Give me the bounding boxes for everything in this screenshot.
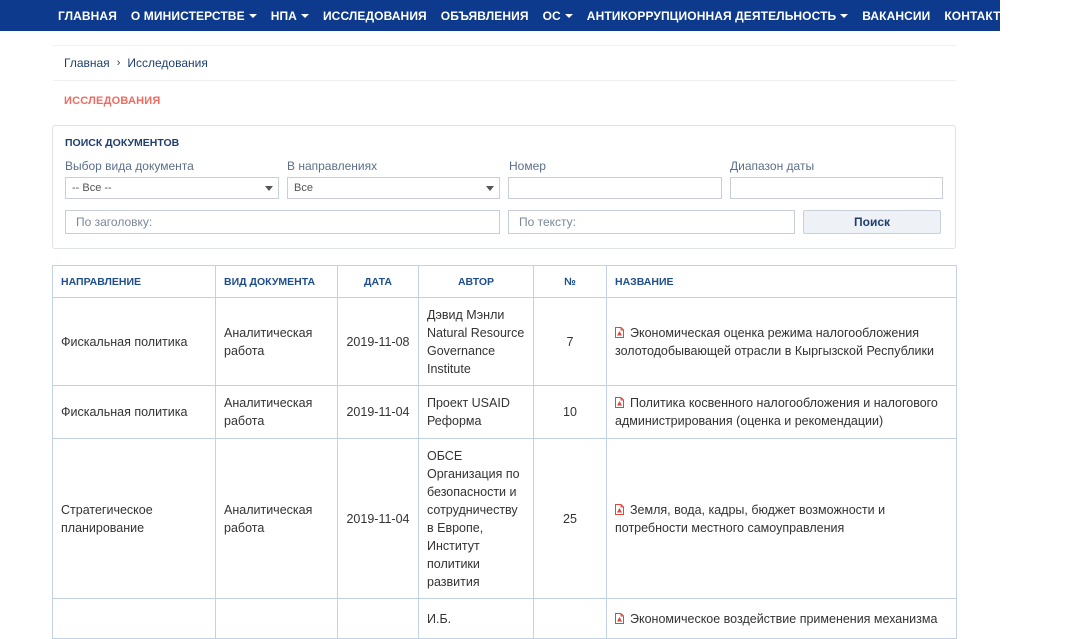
cell-author bbox=[419, 386, 534, 439]
cell-direction-text: Фискальная политика bbox=[61, 334, 188, 349]
direction-label: В направлениях bbox=[287, 159, 378, 173]
chevron-down-icon bbox=[486, 186, 494, 191]
header-title: НАЗВАНИЕ bbox=[607, 266, 957, 298]
nav-item-label: ВАКАНСИИ bbox=[862, 8, 931, 23]
title-search-input[interactable]: По заголовку: bbox=[65, 210, 500, 234]
direction-select[interactable] bbox=[287, 177, 500, 199]
date-range-input[interactable] bbox=[730, 177, 943, 199]
cell-number-text: 25 bbox=[563, 511, 577, 526]
doc-type-select-value: -- Все -- bbox=[72, 182, 112, 194]
cell-number bbox=[534, 298, 607, 386]
nav-menu bbox=[0, 9, 1065, 23]
document-title: Экономическое воздействие применения механизма bbox=[630, 611, 938, 626]
cell-date bbox=[338, 439, 419, 599]
number-input[interactable] bbox=[508, 177, 722, 199]
cell-doc-type bbox=[216, 298, 338, 386]
cell-doc-type bbox=[216, 386, 338, 439]
direction-select-value: Все bbox=[294, 182, 313, 194]
cell-date bbox=[338, 298, 419, 386]
cell-title bbox=[607, 298, 957, 386]
nav-item-label: АНТИКОРРУПЦИОННАЯ ДЕЯТЕЛЬНОСТЬ bbox=[586, 8, 837, 23]
nav-item[interactable] bbox=[131, 9, 257, 23]
cell-title bbox=[607, 386, 957, 439]
table-row bbox=[53, 599, 957, 639]
nav-item-label: ЦУР bbox=[1026, 8, 1051, 23]
document-title: Земля, вода, кадры, бюджет возможности и потребности местного самоуправления bbox=[615, 502, 886, 535]
document-link[interactable] bbox=[615, 503, 885, 535]
nav-item[interactable] bbox=[271, 9, 309, 23]
cell-number bbox=[534, 439, 607, 599]
nav-item-label: ГЛАВНАЯ bbox=[58, 8, 117, 23]
cell-direction bbox=[53, 386, 216, 439]
cell-direction-text: Фискальная политика bbox=[61, 405, 188, 419]
document-title: Экономическая оценка режима налогообложения золотодобывающей отрасли в Кыргызской Республики bbox=[615, 325, 934, 358]
table-row bbox=[53, 386, 957, 439]
caret-down-icon bbox=[565, 14, 573, 18]
caret-down-icon bbox=[301, 14, 309, 18]
search-button[interactable]: Поиск bbox=[803, 210, 941, 234]
header-date: ДАТА bbox=[338, 266, 419, 298]
table-header-row bbox=[53, 266, 957, 298]
header-doc-type: ВИД ДОКУМЕНТА bbox=[216, 266, 338, 298]
nav-item[interactable] bbox=[441, 9, 529, 23]
pdf-file-icon bbox=[615, 395, 624, 406]
cell-author bbox=[419, 439, 534, 599]
cell-title bbox=[607, 599, 957, 639]
caret-down-icon bbox=[840, 14, 848, 18]
cell-author-text: И.Б. bbox=[427, 611, 452, 626]
cell-direction bbox=[53, 439, 216, 599]
doc-type-label: Выбор вида документа bbox=[65, 159, 194, 173]
header-number: № bbox=[534, 266, 607, 298]
search-panel-title: ПОИСК ДОКУМЕНТОВ bbox=[65, 137, 180, 149]
cell-date bbox=[338, 386, 419, 439]
breadcrumb-separator: › bbox=[116, 57, 121, 69]
document-link[interactable] bbox=[615, 326, 934, 358]
breadcrumb-home-link[interactable]: Главная bbox=[64, 56, 110, 70]
cell-doc-type bbox=[216, 599, 338, 639]
cell-number-text: 10 bbox=[563, 405, 577, 419]
header-author: АВТОР bbox=[419, 266, 534, 298]
number-label: Номер bbox=[509, 159, 546, 173]
caret-down-icon bbox=[249, 14, 257, 18]
table-row bbox=[53, 298, 957, 386]
cell-author-text: ОБСЕ Организация по безопасности и сотрудничеству в Европе, Институт политики развития bbox=[427, 448, 520, 589]
pdf-file-icon bbox=[615, 325, 624, 336]
header-direction: НАПРАВЛЕНИЕ bbox=[53, 266, 216, 298]
cell-doc-type bbox=[216, 439, 338, 599]
cell-direction bbox=[53, 599, 216, 639]
pdf-file-icon bbox=[615, 611, 624, 622]
nav-item-label: КОНТАКТЫ bbox=[944, 8, 1013, 23]
cell-direction-text: Стратегическое планирование bbox=[61, 502, 153, 535]
cell-author-text: Дэвид Мэнли Natural Resource Governance Institute bbox=[427, 307, 525, 376]
nav-item[interactable] bbox=[944, 9, 1012, 23]
nav-item-label: НПА bbox=[270, 8, 297, 23]
nav-item[interactable] bbox=[58, 9, 117, 23]
cell-doc-type-text: Аналитическая работа bbox=[224, 325, 313, 358]
nav-item-label: ОС bbox=[542, 8, 561, 23]
page-title: ИССЛЕДОВАНИЯ bbox=[64, 95, 161, 107]
nav-item-label: О МИНИСТЕРСТВЕ bbox=[130, 8, 245, 23]
cell-date-text: 2019-11-08 bbox=[346, 334, 410, 349]
nav-item[interactable] bbox=[1026, 9, 1051, 23]
cell-direction bbox=[53, 298, 216, 386]
nav-item-label: ИССЛЕДОВАНИЯ bbox=[322, 8, 427, 23]
text-search-input[interactable]: По тексту: bbox=[508, 210, 795, 234]
breadcrumb-current: Исследования bbox=[127, 56, 208, 70]
nav-item[interactable] bbox=[323, 9, 427, 23]
cell-author bbox=[419, 599, 534, 639]
cell-number bbox=[534, 599, 607, 639]
cell-number-text: 7 bbox=[566, 334, 574, 349]
top-navigation bbox=[0, 0, 1051, 31]
cell-author-text: Проект USAID Реформа bbox=[427, 396, 510, 428]
doc-type-select[interactable] bbox=[65, 177, 279, 199]
nav-item[interactable] bbox=[587, 9, 848, 23]
pdf-file-icon bbox=[615, 502, 624, 513]
documents-table bbox=[52, 265, 957, 639]
nav-item-label: ОБЪЯВЛЕНИЯ bbox=[440, 8, 529, 23]
cell-title bbox=[607, 439, 957, 599]
cell-author bbox=[419, 298, 534, 386]
cell-date bbox=[338, 599, 419, 639]
table-row bbox=[53, 439, 957, 599]
document-title: Политика косвенного налогообложения и налогового администрирования (оценка и рекомендации) bbox=[615, 396, 938, 428]
cell-date-text: 2019-11-04 bbox=[346, 405, 410, 419]
cell-number bbox=[534, 386, 607, 439]
date-range-label: Диапазон даты bbox=[730, 159, 815, 173]
document-search-panel bbox=[52, 125, 956, 249]
nav-item[interactable] bbox=[862, 9, 930, 23]
cell-doc-type-text: Аналитическая работа bbox=[224, 396, 313, 428]
cell-date-text: 2019-11-04 bbox=[346, 511, 410, 526]
document-link[interactable] bbox=[615, 396, 938, 428]
document-link[interactable] bbox=[615, 612, 937, 626]
chevron-down-icon bbox=[265, 186, 273, 191]
breadcrumb bbox=[53, 45, 956, 81]
nav-item[interactable] bbox=[543, 9, 573, 23]
cell-doc-type-text: Аналитическая работа bbox=[224, 502, 313, 535]
